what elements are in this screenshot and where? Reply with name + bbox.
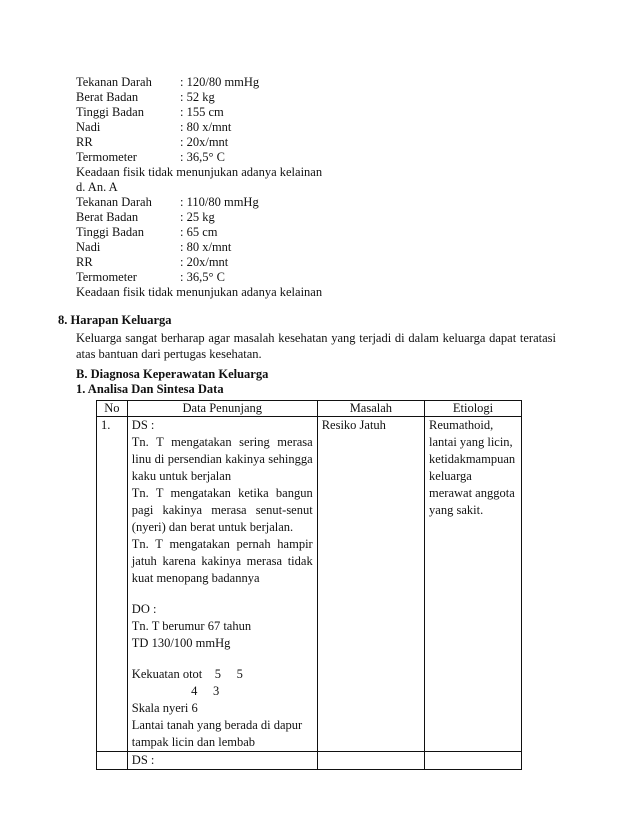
spacer [132,652,313,666]
header-no: No [97,401,128,417]
table-row [97,417,522,752]
table-row [97,752,522,770]
harapan-heading: 8. Harapan Keluarga [58,313,172,327]
row-no [97,752,128,770]
vital-row: Termometer : 36,5° C [76,150,225,164]
vital-row: Tinggi Badan : 155 cm [76,105,224,119]
person-heading: d. An. A [76,180,118,194]
diagnosa-heading: B. Diagnosa Keperawatan Keluarga [76,367,269,381]
do-item: Tn. T berumur 67 tahun [131,619,252,633]
keadaan-text: Keadaan fisik tidak menunjukan adanya kelainan [76,165,323,179]
keadaan-text: Keadaan fisik tidak menunjukan adanya kelainan [76,285,323,299]
vital-row: RR : 20x/mnt [76,255,229,269]
ds-item: Tn. T mengatakan pernah hampir jatuh karena kakinya merasa tidak kuat menopang badannya [131,537,313,585]
analisa-heading: 1. Analisa Dan Sintesa Data [76,382,224,396]
spacer [132,587,313,601]
table-header-row [97,401,522,417]
vital-row: Tekanan Darah : 120/80 mmHg [76,75,260,89]
ds-label: DS : [127,752,317,770]
ds-label: DS : [131,418,155,432]
ds-item: Tn. T mengatakan sering merasa linu di persendian kakinya sehingga kaku untuk berjalan [131,435,313,483]
etiologi-cell: Reumathoid, lantai yang licin, ketidakmampuan keluarga merawat anggota yang sakit. [425,417,522,752]
do-item: TD 130/100 mmHg [131,636,231,650]
do-label: DO : [131,602,157,616]
ds-item: Tn. T mengatakan ketika bangun pagi kakinya merasa senut-senut (nyeri) dan berat untuk berjalan. [131,486,313,534]
kekuatan-otot-row2: 4 3 [131,684,220,698]
vital-row: Termometer : 36,5° C [76,270,225,284]
vital-row: Berat Badan : 25 kg [76,210,215,224]
masalah-cell [317,752,424,770]
lantai-text: Lantai tanah yang berada di dapur tampak licin dan lembab [131,718,303,749]
vital-row: Berat Badan : 52 kg [76,90,215,104]
vital-row: Tinggi Badan : 65 cm [76,225,218,239]
header-masalah: Masalah [317,401,424,417]
data-penunjang-cell [127,417,317,752]
vital-row: Nadi : 80 x/mnt [76,240,232,254]
vital-row: RR : 20x/mnt [76,135,229,149]
etiologi-cell [425,752,522,770]
skala-nyeri: Skala nyeri 6 [131,701,198,715]
masalah-cell: Resiko Jatuh [317,417,424,752]
harapan-paragraph: Keluarga sangat berharap agar masalah kesehatan yang terjadi di dalam keluarga dapat teratasi atas bantuan dari pertugas kesehatan. [76,331,556,361]
kekuatan-otot-row1: Kekuatan otot 5 5 [131,667,243,681]
header-etiologi: Etiologi [425,401,522,417]
analisa-table [96,400,522,770]
header-data-penunjang: Data Penunjang [127,401,317,417]
vital-row: Tekanan Darah : 110/80 mmHg [76,195,259,209]
vital-row: Nadi : 80 x/mnt [76,120,232,134]
row-no: 1. [97,417,128,752]
